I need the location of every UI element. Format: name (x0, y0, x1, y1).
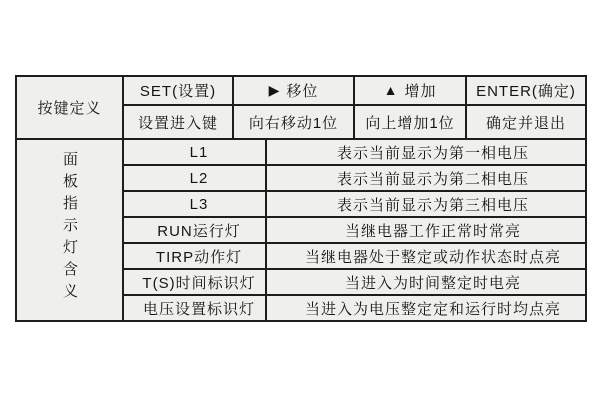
indicator-l3-meaning: 表示当前显示为第三相电压 (266, 191, 586, 217)
key-set-action: 设置进入键 (123, 105, 233, 139)
key-and-indicator-table (15, 75, 587, 322)
key-shift (233, 76, 354, 105)
indicator-l1-meaning: 表示当前显示为第一相电压 (266, 139, 586, 165)
key-increase-label: 增加 (404, 83, 437, 100)
indicator-l1: L1 (123, 139, 266, 165)
key-enter (466, 76, 586, 105)
key-set (123, 76, 233, 105)
indicator-voltage-meaning: 当进入为电压整定定和运行时均点亮 (266, 295, 586, 321)
indicator-tirp: TIRP动作灯 (123, 243, 266, 269)
key-shift-label: 移位 (286, 83, 319, 100)
indicator-voltage: 电压设置标识灯 (123, 295, 266, 321)
right-arrow-icon: ▶ (268, 82, 281, 98)
indicator-l3: L3 (123, 191, 266, 217)
indicator-time-meaning: 当进入为时间整定时电亮 (266, 269, 586, 295)
table-row (16, 139, 586, 165)
indicator-l2: L2 (123, 165, 266, 191)
indicator-tirp-meaning: 当继电器处于整定或动作状态时点亮 (266, 243, 586, 269)
key-enter-action: 确定并退出 (466, 105, 586, 139)
up-arrow-icon: ▲ (383, 82, 399, 98)
key-increase (354, 76, 466, 105)
key-increase-action: 向上增加1位 (354, 105, 466, 139)
indicator-run: RUN运行灯 (123, 217, 266, 243)
key-enter-label: ENTER(确定) (476, 83, 576, 100)
indicator-time: T(S)时间标识灯 (123, 269, 266, 295)
indicator-l2-meaning: 表示当前显示为第二相电压 (266, 165, 586, 191)
key-definitions-header: 按键定义 (16, 76, 123, 139)
panel-indicators-header (16, 139, 123, 321)
key-shift-action: 向右移动1位 (233, 105, 354, 139)
key-set-label: SET(设置) (139, 83, 217, 100)
panel-indicators-header-label: 面板指示灯含义 (61, 151, 78, 305)
indicator-run-meaning: 当继电器工作正常时常亮 (266, 217, 586, 243)
